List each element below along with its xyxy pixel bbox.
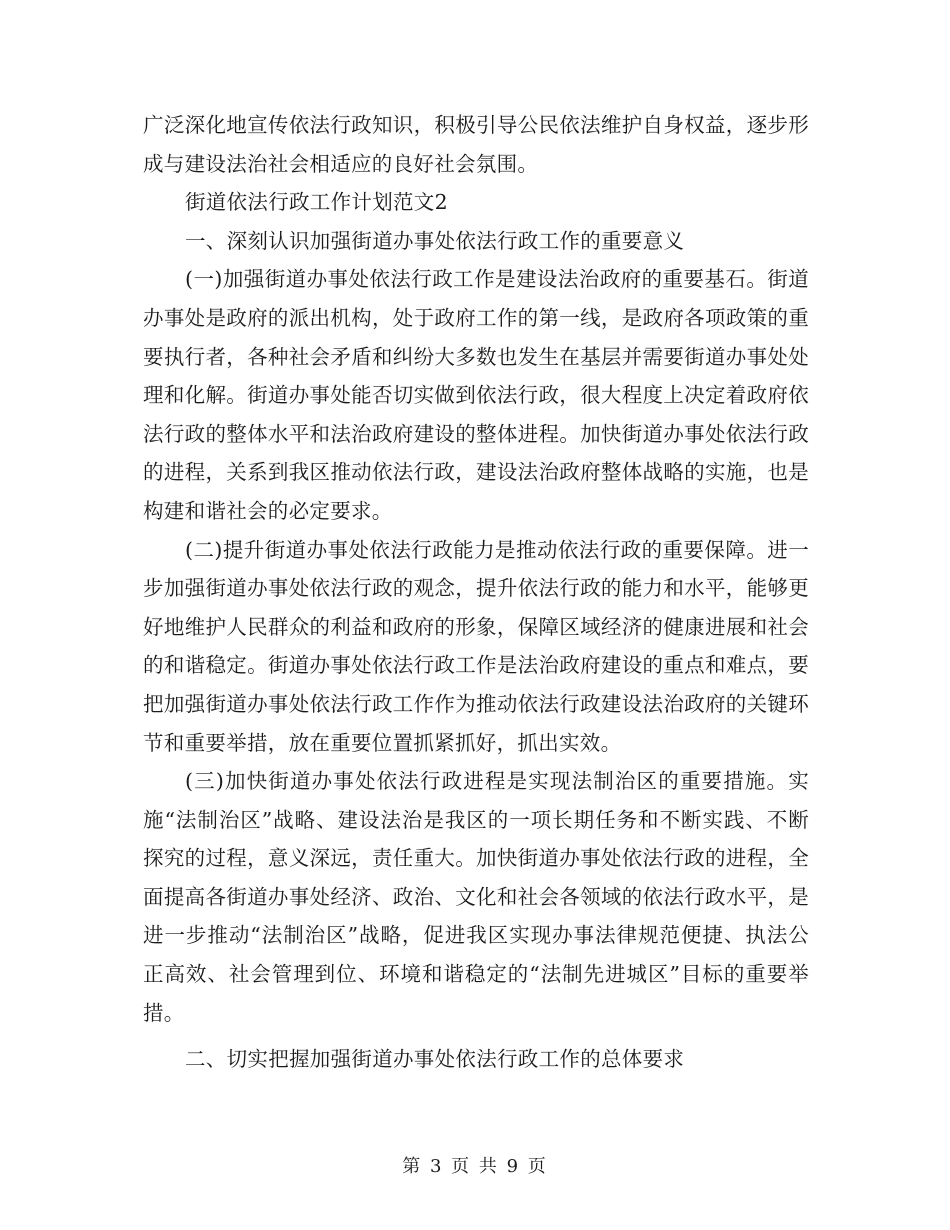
document-body — [143, 106, 809, 1079]
paragraph-point-two: (二)提升街道办事处依法行政能力是推动依法行政的重要保障。进一步加强街道办事处依法行政的观念，提升依法行政的能力和水平，能够更好地维护人民群众的利益和政府的形象，保障区域经济的健康进展和社会的和谐稳定。街道办事处依法行政工作是法治政府建设的重点和难点，要把加强街道办事处依法行政工作作为推动依法行政建设法治政府的关键环节和重要举措，放在重要位置抓紧抓好，抓出实效。 — [143, 537, 809, 755]
section-title: 街道依法行政工作计划范文2 — [185, 190, 448, 215]
heading-one: 一、深刻认识加强街道办事处依法行政工作的重要意义 — [185, 228, 685, 253]
paragraph-continuation: 广泛深化地宣传依法行政知识，积极引导公民依法维护自身权益，逐步形成与建设法治社会相适应的良好社会氛围。 — [143, 113, 809, 176]
paragraph-point-one: (一)加强街道办事处依法行政工作是建设法治政府的重要基石。街道办事处是政府的派出机构，处于政府工作的第一线，是政府各项政策的重要执行者，各种社会矛盾和纠纷大多数也发生在基层并需要街道办事处处理和化解。街道办事处能否切实做到依法行政，很大程度上决定着政府依法行政的整体水平和法治政府建设的整体进程。加快街道办事处依法行政的进程，关系到我区推动依法行政，建设法治政府整体战略的实施，也是构建和谐社会的必定要求。 — [143, 267, 809, 523]
page-number-footer: 第 3 页 共 9 页 — [402, 1156, 548, 1177]
paragraph-point-three: (三)加快街道办事处依法行政进程是实现法制治区的重要措施。实施“法制治区”战略、建设法治是我区的一项长期任务和不断实践、不断探究的过程，意义深远，责任重大。加快街道办事处依法行政的进程，全面提高各街道办事处经济、政治、文化和社会各领域的依法行政水平，是进一步推动“法制治区”战略，促进我区实现办事法律规范便捷、执法公正高效、社会管理到位、环境和谐稳定的“法制先进城区”目标的重要举措。 — [143, 769, 809, 1025]
heading-two: 二、切实把握加强街道办事处依法行政工作的总体要求 — [185, 1047, 685, 1072]
